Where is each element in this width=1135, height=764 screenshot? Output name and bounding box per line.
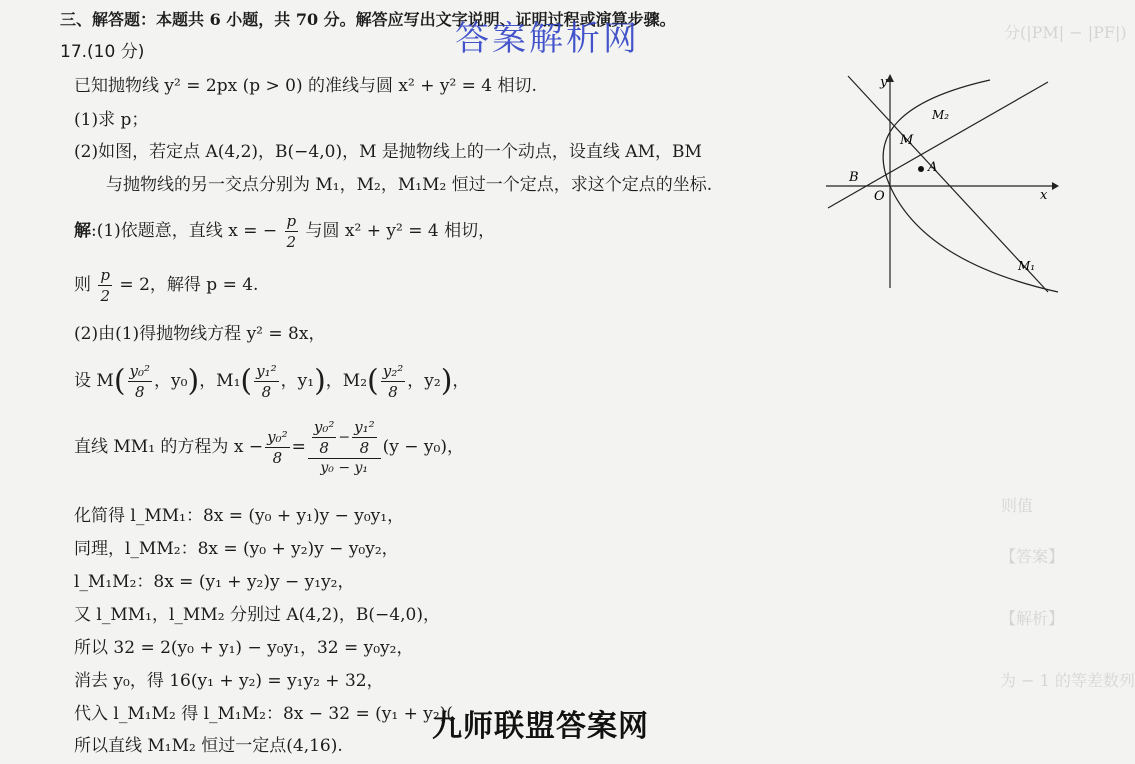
point-a (918, 166, 924, 172)
fraction-num: p (286, 212, 297, 230)
section-title: 三、解答题：本题共 6 小题，共 70 分。解答应写出文字说明、证明过程或演算步骤。 (60, 10, 676, 29)
fraction-num: y₀² (267, 427, 288, 446)
solution-text: ，y₀ (154, 371, 188, 391)
solution-text: ， (452, 371, 470, 391)
fraction-num: y₁² (354, 418, 375, 436)
solution-step-13: 所以直线 M₁M₂ 恒过一定点(4,16). (74, 736, 343, 756)
solution-text: (y − y₀)， (382, 437, 464, 458)
fraction-num: y₀² (129, 362, 151, 380)
solution-step-7: 同理，l_MM₂：8x = (y₀ + y₂)y − y₀y₂， (74, 539, 399, 559)
fraction-num: p (100, 266, 111, 284)
solution-text: = 2，解得 p = 4. (119, 275, 259, 295)
x-axis-arrow-icon (1052, 182, 1059, 190)
solution-text: :(1)依题意，直线 x = − (91, 221, 278, 241)
fraction (98, 266, 112, 305)
problem-statement: 已知抛物线 y² = 2px (p > 0) 的准线与圆 x² + y² = 4 相切. (74, 76, 537, 96)
line-bm (828, 82, 1048, 208)
solution-text: = (291, 437, 306, 458)
fraction (285, 212, 299, 251)
bleed-text: 为 − 1 的等差数列 (1000, 671, 1135, 690)
fraction (128, 362, 153, 401)
fraction-den: 2 (98, 285, 112, 305)
solution-text: 设 M (74, 371, 114, 391)
solution-step-10: 所以 32 = 2(y₀ + y₁) − y₀y₁，32 = y₀y₂， (74, 638, 414, 658)
bleed-text: 【答案】 (1000, 547, 1065, 566)
fraction-den: 8 (254, 381, 279, 401)
label-a: A (928, 160, 938, 175)
solution-step-5 (74, 418, 464, 477)
label-o: O (874, 189, 885, 204)
solution-text: 则 (74, 275, 91, 295)
solution-text: ，M₂ (325, 371, 368, 391)
solution-step-8: l_M₁M₂：8x = (y₁ + y₂)y − y₁y₂， (74, 572, 355, 592)
solution-text: 直线 MM₁ 的方程为 x − (74, 437, 264, 458)
fraction (254, 362, 279, 401)
fraction-den: 8 (265, 447, 290, 467)
solution-step-3: (2)由(1)得抛物线方程 y² = 8x， (74, 324, 326, 344)
label-x: x (1040, 188, 1048, 203)
solution-text: ，M₁ (199, 371, 241, 391)
solution-step-1 (74, 212, 495, 251)
fraction-num: y₀² (313, 418, 335, 436)
solution-step-6: 化简得 l_MM₁：8x = (y₀ + y₁)y − y₀y₁， (74, 506, 405, 526)
fraction-den: 2 (285, 231, 299, 251)
solution-step-12: 代入 l_M₁M₂ 得 l_M₁M₂：8x − 32 = (y₁ + y₂)( (74, 704, 453, 724)
solution-step-9: 又 l_MM₁，l_MM₂ 分别过 A(4,2)，B(−4,0)， (74, 605, 440, 625)
bleed-text: 分(|PM| − |PF|) (1004, 23, 1127, 42)
fraction (265, 428, 290, 467)
fraction-den: 8 (312, 437, 337, 457)
fraction (312, 418, 337, 457)
fraction-den: 8 (128, 381, 153, 401)
watermark-top: 答案解析网 (455, 19, 640, 59)
fraction (381, 362, 406, 401)
problem-part2-line1: (2)如图，若定点 A(4,2)，B(−4,0)，M 是抛物线上的一个动点，设直线 AM，BM (74, 142, 702, 162)
label-m2: M₂ (932, 108, 950, 122)
solution-text: 与圆 x² + y² = 4 相切， (305, 221, 496, 241)
solution-label: 解 (74, 221, 91, 241)
fraction-den: y₀ − y₁ (308, 458, 381, 477)
problem-part1: (1)求 p； (74, 110, 149, 130)
watermark-bottom: 九师联盟答案网 (432, 709, 649, 744)
fraction-num: y₁² (256, 362, 277, 380)
solution-step-2 (74, 266, 258, 305)
label-y: y (880, 75, 888, 90)
fraction-num: y₂² (382, 362, 404, 380)
label-m: M (900, 133, 914, 148)
solution-text: − (338, 429, 351, 446)
solution-text: ，y₂ (407, 371, 441, 391)
solution-text: ，y₁ (280, 371, 315, 391)
fraction-den: 8 (381, 381, 406, 401)
label-m1: M₁ (1018, 259, 1036, 273)
problem-number: 17.(10 分) (60, 42, 145, 62)
compound-fraction (308, 418, 381, 477)
fraction-den: 8 (352, 437, 377, 457)
parabola-figure (822, 68, 1062, 293)
problem-part2-line2: 与抛物线的另一交点分别为 M₁，M₂，M₁M₂ 恒过一个定点，求这个定点的坐标. (106, 175, 713, 195)
solution-step-11: 消去 y₀，得 16(y₁ + y₂) = y₁y₂ + 32， (74, 671, 384, 691)
fraction (352, 418, 377, 457)
bleed-text: 则值 (1001, 496, 1034, 515)
label-b: B (849, 170, 859, 185)
bleed-text: 【解析】 (1000, 609, 1065, 628)
solution-step-4: 设 M( $\frac{\text{y₀²}}{8}$ ，y₀)，M₁( $\frac{\text{y₁²}}{8}$ ，y₁)，M₂( $\frac{\text{y₂²}}{8}$ ，y₂)， (74, 362, 470, 401)
